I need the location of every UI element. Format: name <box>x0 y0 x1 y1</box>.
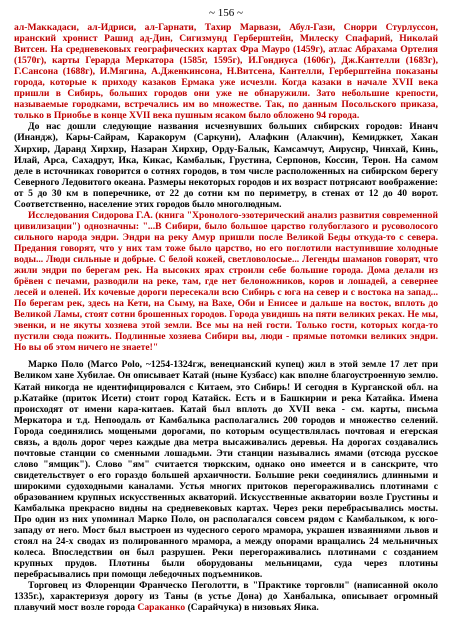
paragraph-sources: ал-Маккадаси, ал-Идриси, ал-Гарнати, Тахир Марвази, Абул-Гази, Снорри Стурлуссон, иранский хронист Рашид ад-Дин, Сигизмунд Герберштейн, Милеску Спафарий, Николай Витсен. На средневековых географических картах Фра Мауро (1459г), атлас Абрахама Ортелия (1570г), карты Герарда Меркатора (1585г, 1595г), И.Гондиуса (1606г), Дж.Кантелли (1683г), Г.Сансона (1688г), И.Мягина, А.Дженкинсона, Н.Витсена, Кантелли, Герберштейна показаны города, которые к приходу казаков Ермака уже исчезли. Когда казаки в начале XVII века пришли в Сибирь, больших городов они уже не обнаружили. Зато небольшие крепости, называемые городками, встречались им во множестве. Так, по данным Посольского приказа, только в Приобье в конце XVII века пушным ясаком было обложено 94 города. <box>14 22 438 122</box>
pegolotti-text-after: (Сарайчука) в низовьях Яика. <box>185 602 319 614</box>
sarakanko-highlight: Сараканко <box>137 602 186 614</box>
paragraph-vanished-cities: До нас дошли следующие названия исчезнувших больших сибирских городов: Инанч (Инандж), Кары-Сайрам, Каракорум (Саркуни), Алафкин (Алакчин), Кемиджкет, Хакан Хирхир, Даранд Хирхир, Назаран Хирхир, Орду-Балык, Камсамчут, Аируснр, Чинхай, Кинь, Илай, Арса, Сахадрут, Ика, Кикас, Камбалык, Грустина, Серпонов, Коссин, Терон. На самом деле в источниках говорится о сотнях городов, в том числе расположенных на сибирском берегу Северного Ледовитого океана. Размеры некоторых городов и их возраст потрясают воображение: от 5 до 30 км в поперечнике, от 22 до сотни км по периметру, в стенах от 12 до 40 ворот. Соответственно, население этих городов было многолюдным. <box>14 121 438 210</box>
pegolotti-text-before: Торговец из Флоренции Франческо Пеголотти, в "Практике торговли" (написанной около 1335г.), характеризуя дорогу из Таны (в устье Дона) до Ханбалыка, описывает огромный плавучий мост возле города <box>14 580 438 614</box>
paragraph-pegolotti <box>14 580 438 613</box>
page-number: ~ 156 ~ <box>209 7 243 19</box>
paragraph-marco-polo: Марко Поло (Marco Polo, ~1254-1324гж, венецианский купец) жил в этой земле 17 лет при Великом хане Хубилае. Он описывает Катай (ныне Кузбасс) как вполне благоустроенную землю. Катай никогда не идентифицировался с Китаем, это Сибирь! И сегодня в Курганской обл. на р.Катайке (приток Исети) стоит город Катайск. Есть и в Башкирии и река Катайка. Имена происходят от имени кара-китаев. Катай был вплоть до XVII века - см. карты, письма Меркатора и т.д. Непоодаль от Камбалыка располагались 200 городов и множество селений. Города соединялись мощеными дорогами, по которым осуществлялась почтовая и егерская связь, а вдоль дорог через каждые два метра высаживались деревья. На дорогах создавались почтовые станции со сменными лошадьми. Эти станции назывались ямами (отсюда русское слово "ямщик"). Слово "ям" считается тюркским, однако оно имеется и в санскрите, что свидетельствует о его гораздо большей архаичности. Большие реки соединялись длинными и широкими судоходными каналами. Устья многих притоков перегораживались плотинами с образованием крупных искусственных акваторий. Искусственные акватории возле Грустины и Камбалыка прекрасно видны на средневековых картах. Через реки перебрасывались мосты. Про один из них упоминал Марко Поло, он располагался совсем рядом с Камбалыком, к юго-западу от него. Мост был выстроен из чудесного серого мрамора, украшен изваяниями львов и стоял на 24-х сводах из полированного мрамора, а между опорами вращались 24 мельничных колеса. Впоследствии он был разрушен. Реки перегораживались плотинами с созданием крупных прудов. Плотины были оборудованы мельницами, суда через плотины перебрасывались при помощи лебедочных подъемников. <box>14 359 438 581</box>
paragraph-sidorov-quote: Исследования Сидорова Г.А. (книга "Хронолого-эзотерический анализ развития современной цивилизации") однозначны: "...В Сибири, было большое царство голубоглазого и русоволосого сильного народа эндри. Эндри на реку Амур пришли после Великой Беды откуда-то с севера. Предания говорят, что у них там тоже было царство, но его поглотили наступившие холодные воды... Люди сильные и добрые. С белой кожей, светловолосые... Легенды шаманов говорят, что жили эндри по берегам рек. На высоких ярах строили себе большие города. Дома делали из брёвен с печами, разводили на реке, там, где нет белоножников, коров и лошадей, а севернее лесей и оленей. Их кочевые дороги пересекали всю Сибирь с юга на север и с востока на запад... По берегам рек, здесь на Кети, на Сыму, на Вахе, Оби и Енисее и дальше на восток, вплоть до Великой Ламы, стоят сотни брошенных городов. Города увидишь на пяти великих реках. Не мы, эвенки, и не якуты хозяева этой земли. Все мы на ней гости. Только гости, которых когда-то пустили сюда пожить. Подлинные хозяева Сибири вы, люди - прямые потомки великих эндри. Но вы об этом ничего не знаете!" <box>14 209 438 354</box>
